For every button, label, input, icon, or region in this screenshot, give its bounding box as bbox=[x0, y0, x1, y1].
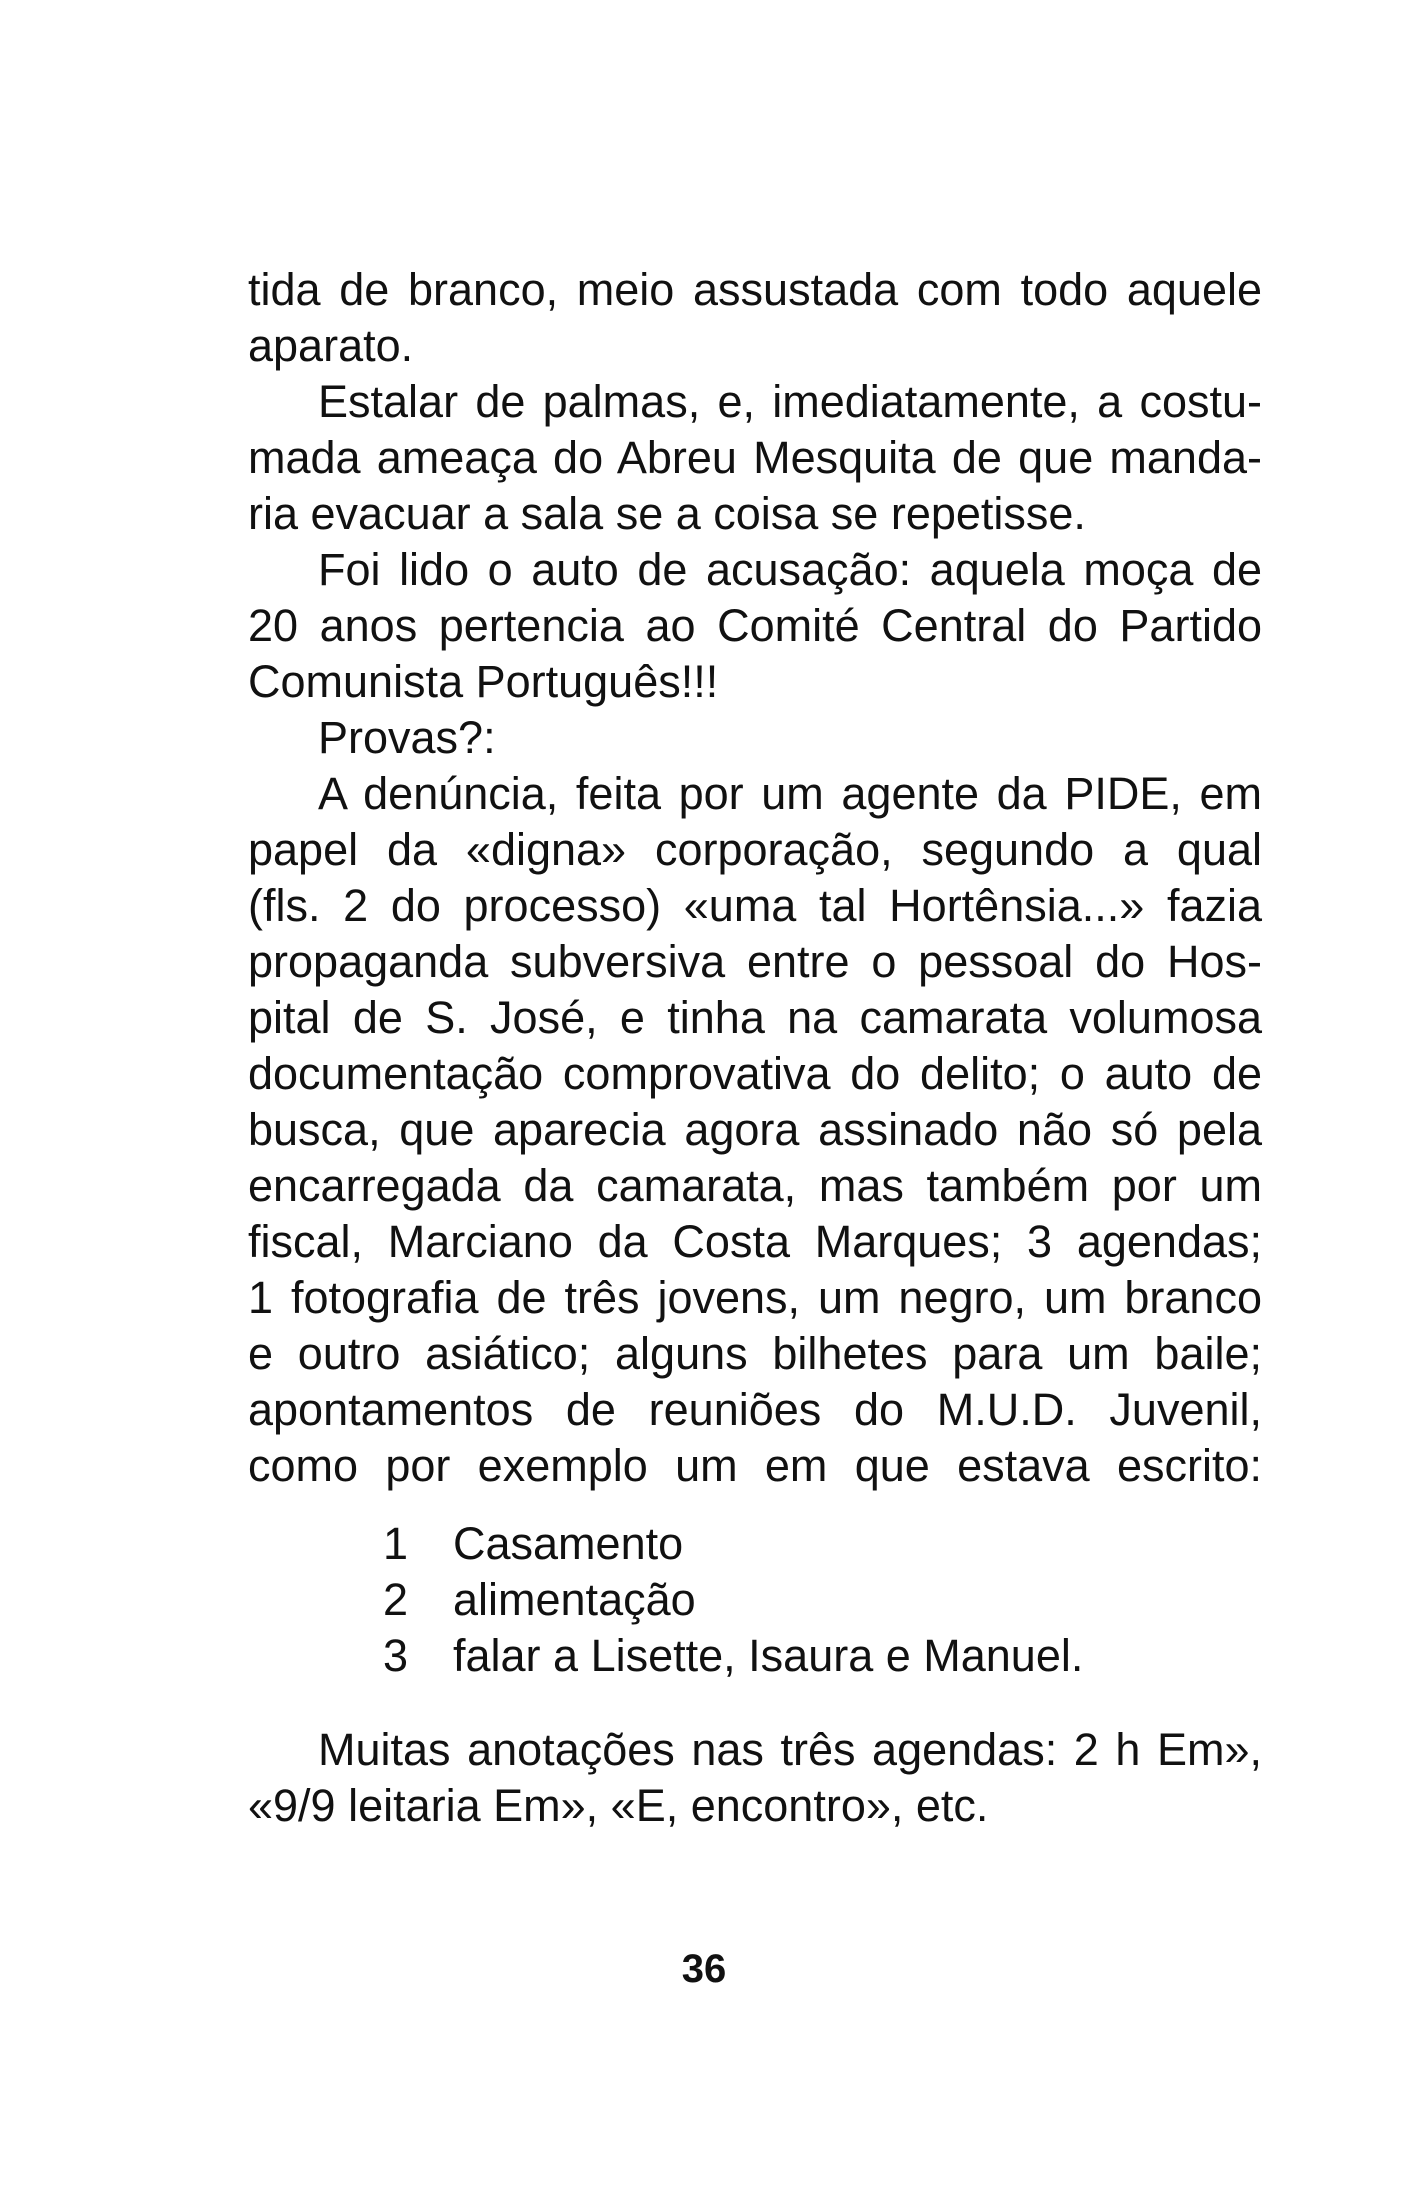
text-line: fiscal, Marciano da Costa Marques; 3 agendas; bbox=[248, 1216, 1262, 1267]
text-line: pital de S. José, e tinha na camarata volumosa bbox=[248, 992, 1262, 1043]
list-item bbox=[383, 1572, 696, 1628]
text-line: Estalar de palmas, e, imediatamente, a costu- bbox=[318, 376, 1262, 427]
text-line: encarregada da camarata, mas também por um bbox=[248, 1160, 1262, 1211]
text-line: ria evacuar a sala se a coisa se repetisse. bbox=[248, 488, 1086, 539]
list-item-text: Casamento bbox=[453, 1518, 684, 1569]
text-line: documentação comprovativa do delito; o auto de bbox=[248, 1048, 1262, 1099]
text-line: Foi lido o auto de acusação: aquela moça de bbox=[318, 544, 1262, 595]
text-line: 1 fotografia de três jovens, um negro, um branco bbox=[248, 1272, 1262, 1323]
text-line: Muitas anotações nas três agendas: 2 h Em», bbox=[318, 1724, 1262, 1775]
text-line: busca, que aparecia agora assinado não só pela bbox=[248, 1104, 1262, 1155]
text-line: e outro asiático; alguns bilhetes para um baile; bbox=[248, 1328, 1262, 1379]
list-item bbox=[383, 1628, 1083, 1684]
text-line: tida de branco, meio assustada com todo aquele bbox=[248, 264, 1262, 315]
text-line: apontamentos de reuniões do M.U.D. Juvenil, bbox=[248, 1384, 1262, 1435]
text-line: 20 anos pertencia ao Comité Central do Partido bbox=[248, 600, 1262, 651]
text-line: propaganda subversiva entre o pessoal do Hos- bbox=[248, 936, 1262, 987]
text-line: Comunista Português!!! bbox=[248, 656, 719, 707]
list-item-text: falar a Lisette, Isaura e Manuel. bbox=[453, 1630, 1084, 1681]
list-item-number: 3 bbox=[383, 1630, 409, 1681]
list-item-text: alimentação bbox=[453, 1574, 696, 1625]
text-line: papel da «digna» corporação, segundo a qual bbox=[248, 824, 1262, 875]
text-line: (fls. 2 do processo) «uma tal Hortênsia...» fazia bbox=[248, 880, 1262, 931]
page-number: 36 bbox=[681, 1947, 727, 1991]
list-item-number: 1 bbox=[383, 1518, 409, 1569]
list-item bbox=[383, 1516, 683, 1572]
text-line: A denúncia, feita por um agente da PIDE, em bbox=[318, 768, 1262, 819]
list-item-number: 2 bbox=[383, 1574, 409, 1625]
text-line: como por exemplo um em que estava escrito: bbox=[248, 1440, 1262, 1491]
text-line: mada ameaça do Abreu Mesquita de que manda- bbox=[248, 432, 1262, 483]
text-line: «9/9 leitaria Em», «E, encontro», etc. bbox=[248, 1780, 989, 1831]
text-line: aparato. bbox=[248, 320, 414, 371]
text-line: Provas?: bbox=[318, 712, 496, 763]
